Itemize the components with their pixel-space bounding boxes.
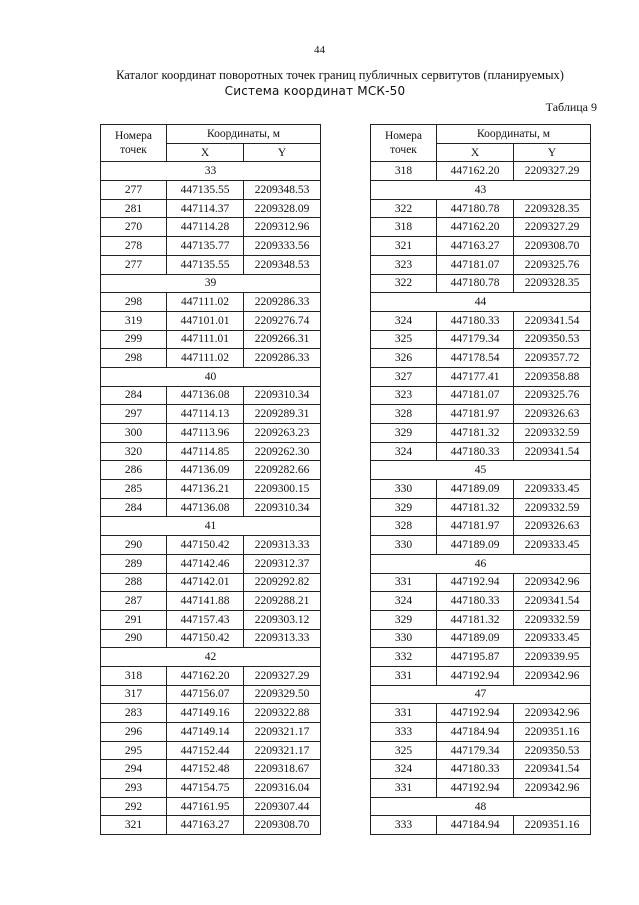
table-row <box>101 480 321 499</box>
table-row <box>371 704 591 723</box>
table-row <box>101 293 321 312</box>
group-label: 46 <box>371 554 591 573</box>
group-row <box>371 461 591 480</box>
table-row <box>371 237 591 256</box>
table-body-left <box>101 162 321 835</box>
point-number-cell: 324 <box>371 442 437 461</box>
table-row <box>371 255 591 274</box>
table-row <box>101 237 321 256</box>
x-coordinate-cell: 447195.87 <box>437 648 514 667</box>
x-coordinate-cell: 447141.88 <box>167 592 244 611</box>
table-row <box>101 629 321 648</box>
x-coordinate-cell: 447163.27 <box>167 816 244 835</box>
y-coordinate-cell: 2209326.63 <box>514 405 591 424</box>
table-row <box>101 330 321 349</box>
group-row <box>371 685 591 704</box>
y-coordinate-cell: 2209342.96 <box>514 666 591 685</box>
coordinate-system-label: Система координат МСК-50 <box>224 84 406 98</box>
y-coordinate-cell: 2209289.31 <box>244 405 321 424</box>
x-coordinate-cell: 447135.55 <box>167 181 244 200</box>
table-row <box>371 592 591 611</box>
group-row <box>371 797 591 816</box>
point-number-cell: 322 <box>371 199 437 218</box>
table-row <box>101 610 321 629</box>
table-row <box>371 666 591 685</box>
point-number-cell: 324 <box>371 592 437 611</box>
table-row <box>101 573 321 592</box>
y-coordinate-cell: 2209341.54 <box>514 760 591 779</box>
table-row <box>101 741 321 760</box>
table-row <box>371 367 591 386</box>
table-row <box>371 349 591 368</box>
table-row <box>101 592 321 611</box>
table-row <box>101 255 321 274</box>
point-number-cell: 290 <box>101 536 167 555</box>
x-coordinate-cell: 447192.94 <box>437 573 514 592</box>
x-coordinate-cell: 447149.16 <box>167 704 244 723</box>
table-row <box>101 461 321 480</box>
x-coordinate-cell: 447178.54 <box>437 349 514 368</box>
table-row <box>371 442 591 461</box>
table-row <box>371 723 591 742</box>
table-row <box>371 386 591 405</box>
point-number-cell: 285 <box>101 480 167 499</box>
point-number-cell: 329 <box>371 424 437 443</box>
point-number-cell: 294 <box>101 760 167 779</box>
x-coordinate-cell: 447136.08 <box>167 386 244 405</box>
point-number-cell: 330 <box>371 629 437 648</box>
point-number-cell: 328 <box>371 405 437 424</box>
y-coordinate-cell: 2209341.54 <box>514 311 591 330</box>
y-coordinate-cell: 2209325.76 <box>514 255 591 274</box>
x-coordinate-cell: 447179.34 <box>437 741 514 760</box>
x-coordinate-cell: 447111.02 <box>167 293 244 312</box>
x-coordinate-cell: 447114.13 <box>167 405 244 424</box>
point-number-cell: 292 <box>101 797 167 816</box>
y-coordinate-cell: 2209318.67 <box>244 760 321 779</box>
y-coordinate-cell: 2209310.34 <box>244 386 321 405</box>
point-number-cell: 300 <box>101 424 167 443</box>
group-row <box>371 293 591 312</box>
x-coordinate-cell: 447136.21 <box>167 480 244 499</box>
y-coordinate-cell: 2209348.53 <box>244 181 321 200</box>
table-row <box>371 498 591 517</box>
point-number-cell: 331 <box>371 779 437 798</box>
point-number-cell: 277 <box>101 255 167 274</box>
y-coordinate-cell: 2209327.29 <box>244 666 321 685</box>
y-coordinate-cell: 2209332.59 <box>514 498 591 517</box>
y-coordinate-cell: 2209308.70 <box>514 237 591 256</box>
table-row <box>371 741 591 760</box>
x-coordinate-cell: 447181.97 <box>437 405 514 424</box>
point-number-cell: 297 <box>101 405 167 424</box>
x-coordinate-cell: 447181.32 <box>437 498 514 517</box>
table-row <box>101 349 321 368</box>
group-row <box>101 367 321 386</box>
y-coordinate-cell: 2209332.59 <box>514 424 591 443</box>
table-row <box>371 480 591 499</box>
group-label: 40 <box>101 367 321 386</box>
y-coordinate-cell: 2209342.96 <box>514 573 591 592</box>
x-coordinate-cell: 447189.09 <box>437 480 514 499</box>
point-number-cell: 333 <box>371 816 437 835</box>
x-coordinate-cell: 447180.33 <box>437 760 514 779</box>
x-coordinate-cell: 447180.78 <box>437 199 514 218</box>
y-coordinate-cell: 2209308.70 <box>244 816 321 835</box>
point-number-cell: 270 <box>101 218 167 237</box>
x-coordinate-cell: 447161.95 <box>167 797 244 816</box>
x-coordinate-cell: 447192.94 <box>437 779 514 798</box>
y-coordinate-cell: 2209316.04 <box>244 779 321 798</box>
x-coordinate-cell: 447162.20 <box>167 666 244 685</box>
x-coordinate-cell: 447150.42 <box>167 536 244 555</box>
point-number-cell: 329 <box>371 498 437 517</box>
x-coordinate-cell: 447157.43 <box>167 610 244 629</box>
header-coordinates: Координаты, м <box>437 125 591 144</box>
y-coordinate-cell: 2209357.72 <box>514 349 591 368</box>
y-coordinate-cell: 2209276.74 <box>244 311 321 330</box>
point-number-cell: 325 <box>371 330 437 349</box>
group-label: 45 <box>371 461 591 480</box>
point-number-cell: 320 <box>101 442 167 461</box>
y-coordinate-cell: 2209348.53 <box>244 255 321 274</box>
x-coordinate-cell: 447184.94 <box>437 723 514 742</box>
table-row <box>101 442 321 461</box>
header-x: X <box>167 143 244 162</box>
table-row <box>371 610 591 629</box>
table-row <box>371 760 591 779</box>
x-coordinate-cell: 447181.32 <box>437 424 514 443</box>
point-number-cell: 289 <box>101 554 167 573</box>
y-coordinate-cell: 2209266.31 <box>244 330 321 349</box>
point-number-cell: 321 <box>371 237 437 256</box>
y-coordinate-cell: 2209333.56 <box>244 237 321 256</box>
y-coordinate-cell: 2209358.88 <box>514 367 591 386</box>
y-coordinate-cell: 2209321.17 <box>244 741 321 760</box>
y-coordinate-cell: 2209350.53 <box>514 741 591 760</box>
group-row <box>371 181 591 200</box>
header-number-bottom: точек <box>120 144 147 157</box>
table-row <box>101 760 321 779</box>
x-coordinate-cell: 447152.44 <box>167 741 244 760</box>
y-coordinate-cell: 2209292.82 <box>244 573 321 592</box>
x-coordinate-cell: 447162.20 <box>437 162 514 181</box>
group-label: 43 <box>371 181 591 200</box>
page-number: 44 <box>314 44 325 56</box>
table-row <box>371 648 591 667</box>
y-coordinate-cell: 2209350.53 <box>514 330 591 349</box>
table-row <box>101 797 321 816</box>
point-number-cell: 291 <box>101 610 167 629</box>
y-coordinate-cell: 2209282.66 <box>244 461 321 480</box>
table-row <box>371 162 591 181</box>
y-coordinate-cell: 2209312.37 <box>244 554 321 573</box>
point-number-cell: 299 <box>101 330 167 349</box>
point-number-cell: 318 <box>371 162 437 181</box>
y-coordinate-cell: 2209327.29 <box>514 162 591 181</box>
table-row <box>101 199 321 218</box>
header-point-number <box>371 125 437 162</box>
table-row <box>371 629 591 648</box>
x-coordinate-cell: 447142.01 <box>167 573 244 592</box>
x-coordinate-cell: 447180.78 <box>437 274 514 293</box>
x-coordinate-cell: 447114.85 <box>167 442 244 461</box>
point-number-cell: 331 <box>371 704 437 723</box>
y-coordinate-cell: 2209329.50 <box>244 685 321 704</box>
point-number-cell: 286 <box>101 461 167 480</box>
document-title: Каталог координат поворотных точек границ публичных сервитутов (планируемых) <box>116 68 564 82</box>
group-row <box>101 274 321 293</box>
point-number-cell: 319 <box>101 311 167 330</box>
table-row <box>101 704 321 723</box>
point-number-cell: 331 <box>371 666 437 685</box>
y-coordinate-cell: 2209313.33 <box>244 629 321 648</box>
y-coordinate-cell: 2209328.35 <box>514 274 591 293</box>
x-coordinate-cell: 447113.96 <box>167 424 244 443</box>
x-coordinate-cell: 447150.42 <box>167 629 244 648</box>
table-row <box>371 517 591 536</box>
x-coordinate-cell: 447101.01 <box>167 311 244 330</box>
header-number-bottom: точек <box>390 144 417 157</box>
point-number-cell: 277 <box>101 181 167 200</box>
x-coordinate-cell: 447154.75 <box>167 779 244 798</box>
y-coordinate-cell: 2209341.54 <box>514 592 591 611</box>
y-coordinate-cell: 2209327.29 <box>514 218 591 237</box>
header-x: X <box>437 143 514 162</box>
table-row <box>101 405 321 424</box>
y-coordinate-cell: 2209321.17 <box>244 723 321 742</box>
point-number-cell: 325 <box>371 741 437 760</box>
coordinates-table-left <box>100 124 321 835</box>
header-number-top: Номера <box>384 130 423 143</box>
x-coordinate-cell: 447135.77 <box>167 237 244 256</box>
table-row <box>371 573 591 592</box>
table-label: Таблица 9 <box>545 100 597 114</box>
y-coordinate-cell: 2209312.96 <box>244 218 321 237</box>
table-row <box>371 311 591 330</box>
point-number-cell: 328 <box>371 517 437 536</box>
x-coordinate-cell: 447114.28 <box>167 218 244 237</box>
point-number-cell: 288 <box>101 573 167 592</box>
y-coordinate-cell: 2209351.16 <box>514 723 591 742</box>
point-number-cell: 318 <box>371 218 437 237</box>
y-coordinate-cell: 2209328.09 <box>244 199 321 218</box>
x-coordinate-cell: 447184.94 <box>437 816 514 835</box>
header-y: Y <box>514 143 591 162</box>
y-coordinate-cell: 2209342.96 <box>514 704 591 723</box>
y-coordinate-cell: 2209262.30 <box>244 442 321 461</box>
table-row <box>101 218 321 237</box>
point-number-cell: 327 <box>371 367 437 386</box>
point-number-cell: 295 <box>101 741 167 760</box>
y-coordinate-cell: 2209332.59 <box>514 610 591 629</box>
x-coordinate-cell: 447142.46 <box>167 554 244 573</box>
y-coordinate-cell: 2209288.21 <box>244 592 321 611</box>
x-coordinate-cell: 447180.33 <box>437 592 514 611</box>
y-coordinate-cell: 2209300.15 <box>244 480 321 499</box>
table-row <box>101 498 321 517</box>
point-number-cell: 298 <box>101 293 167 312</box>
y-coordinate-cell: 2209322.88 <box>244 704 321 723</box>
group-row <box>101 517 321 536</box>
point-number-cell: 318 <box>101 666 167 685</box>
point-number-cell: 321 <box>101 816 167 835</box>
point-number-cell: 293 <box>101 779 167 798</box>
table-row <box>371 218 591 237</box>
x-coordinate-cell: 447156.07 <box>167 685 244 704</box>
group-label: 47 <box>371 685 591 704</box>
x-coordinate-cell: 447149.14 <box>167 723 244 742</box>
table-body-right <box>371 162 591 835</box>
y-coordinate-cell: 2209342.96 <box>514 779 591 798</box>
group-label: 48 <box>371 797 591 816</box>
table-row <box>371 274 591 293</box>
group-label: 41 <box>101 517 321 536</box>
point-number-cell: 330 <box>371 480 437 499</box>
point-number-cell: 329 <box>371 610 437 629</box>
point-number-cell: 296 <box>101 723 167 742</box>
table-row <box>371 536 591 555</box>
table-row <box>101 311 321 330</box>
x-coordinate-cell: 447180.33 <box>437 442 514 461</box>
y-coordinate-cell: 2209326.63 <box>514 517 591 536</box>
table-row <box>101 723 321 742</box>
table-row <box>371 779 591 798</box>
point-number-cell: 331 <box>371 573 437 592</box>
y-coordinate-cell: 2209351.16 <box>514 816 591 835</box>
x-coordinate-cell: 447162.20 <box>437 218 514 237</box>
table-row <box>101 666 321 685</box>
y-coordinate-cell: 2209307.44 <box>244 797 321 816</box>
header-y: Y <box>244 143 321 162</box>
point-number-cell: 326 <box>371 349 437 368</box>
point-number-cell: 278 <box>101 237 167 256</box>
point-number-cell: 324 <box>371 311 437 330</box>
y-coordinate-cell: 2209263.23 <box>244 424 321 443</box>
point-number-cell: 283 <box>101 704 167 723</box>
table-row <box>101 386 321 405</box>
y-coordinate-cell: 2209310.34 <box>244 498 321 517</box>
coordinates-table-right <box>370 124 591 835</box>
point-number-cell: 281 <box>101 199 167 218</box>
point-number-cell: 322 <box>371 274 437 293</box>
y-coordinate-cell: 2209303.12 <box>244 610 321 629</box>
y-coordinate-cell: 2209341.54 <box>514 442 591 461</box>
point-number-cell: 323 <box>371 386 437 405</box>
x-coordinate-cell: 447111.01 <box>167 330 244 349</box>
x-coordinate-cell: 447181.32 <box>437 610 514 629</box>
point-number-cell: 330 <box>371 536 437 555</box>
header-coordinates: Координаты, м <box>167 125 321 144</box>
table-row <box>371 816 591 835</box>
x-coordinate-cell: 447136.09 <box>167 461 244 480</box>
point-number-cell: 287 <box>101 592 167 611</box>
point-number-cell: 324 <box>371 760 437 779</box>
x-coordinate-cell: 447135.55 <box>167 255 244 274</box>
y-coordinate-cell: 2209286.33 <box>244 293 321 312</box>
x-coordinate-cell: 447179.34 <box>437 330 514 349</box>
x-coordinate-cell: 447114.37 <box>167 199 244 218</box>
x-coordinate-cell: 447180.33 <box>437 311 514 330</box>
x-coordinate-cell: 447163.27 <box>437 237 514 256</box>
x-coordinate-cell: 447152.48 <box>167 760 244 779</box>
point-number-cell: 332 <box>371 648 437 667</box>
table-row <box>371 424 591 443</box>
y-coordinate-cell: 2209328.35 <box>514 199 591 218</box>
group-label: 39 <box>101 274 321 293</box>
x-coordinate-cell: 447136.08 <box>167 498 244 517</box>
point-number-cell: 323 <box>371 255 437 274</box>
point-number-cell: 290 <box>101 629 167 648</box>
y-coordinate-cell: 2209286.33 <box>244 349 321 368</box>
table-row <box>101 685 321 704</box>
table-row <box>101 779 321 798</box>
y-coordinate-cell: 2209313.33 <box>244 536 321 555</box>
y-coordinate-cell: 2209339.95 <box>514 648 591 667</box>
x-coordinate-cell: 447192.94 <box>437 704 514 723</box>
x-coordinate-cell: 447189.09 <box>437 536 514 555</box>
table-row <box>101 554 321 573</box>
x-coordinate-cell: 447111.02 <box>167 349 244 368</box>
point-number-cell: 284 <box>101 386 167 405</box>
group-row <box>101 648 321 667</box>
group-label: 42 <box>101 648 321 667</box>
point-number-cell: 284 <box>101 498 167 517</box>
x-coordinate-cell: 447177.41 <box>437 367 514 386</box>
table-row <box>101 181 321 200</box>
table-row <box>101 816 321 835</box>
x-coordinate-cell: 447189.09 <box>437 629 514 648</box>
table-row <box>101 424 321 443</box>
x-coordinate-cell: 447181.07 <box>437 386 514 405</box>
point-number-cell: 333 <box>371 723 437 742</box>
table-row <box>371 199 591 218</box>
y-coordinate-cell: 2209333.45 <box>514 480 591 499</box>
point-number-cell: 317 <box>101 685 167 704</box>
x-coordinate-cell: 447181.97 <box>437 517 514 536</box>
y-coordinate-cell: 2209333.45 <box>514 536 591 555</box>
x-coordinate-cell: 447181.07 <box>437 255 514 274</box>
table-row <box>371 330 591 349</box>
header-point-number <box>101 125 167 162</box>
table-row <box>101 536 321 555</box>
group-row <box>371 554 591 573</box>
header-number-top: Номера <box>114 130 153 143</box>
y-coordinate-cell: 2209333.45 <box>514 629 591 648</box>
group-label: 44 <box>371 293 591 312</box>
group-label: 33 <box>101 162 321 181</box>
table-row <box>371 405 591 424</box>
group-row <box>101 162 321 181</box>
y-coordinate-cell: 2209325.76 <box>514 386 591 405</box>
x-coordinate-cell: 447192.94 <box>437 666 514 685</box>
point-number-cell: 298 <box>101 349 167 368</box>
